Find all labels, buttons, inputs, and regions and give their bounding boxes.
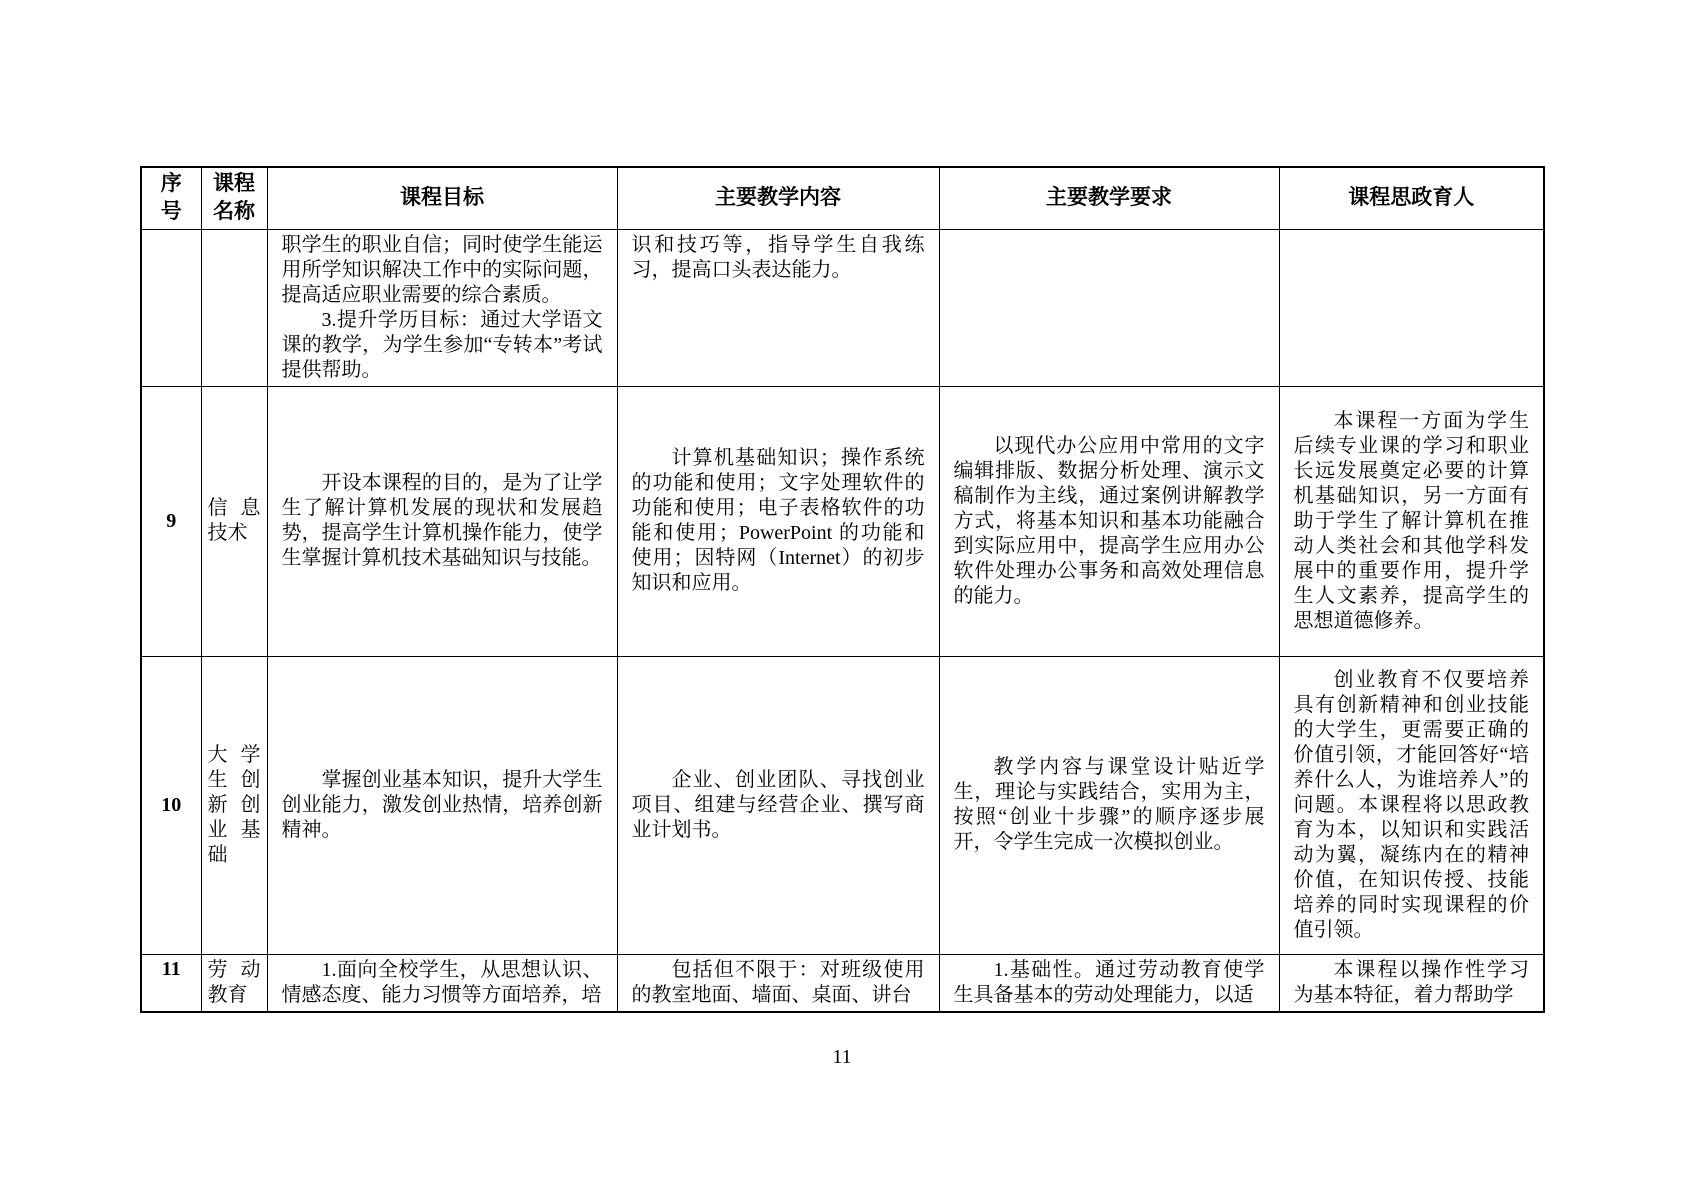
goal-paragraph: 掌握创业基本知识，提升大学生创业能力，激发创业热情，培养创新精神。 [281,768,603,841]
content-clip [632,958,925,1008]
requirement-paragraph: 以现代办公应用中常用的文字编辑排版、数据分析处理、演示文稿制作为主线，通过案例讲解教学方式，将基本知识和基本功能融合到实际应用中，提高学生应用办公软件处理办公事务和高效处理信息的能力。 [953,434,1265,607]
requirement-paragraph: 教学内容与课堂设计贴近学生，理论与实践结合，实用为主，按照“创业十步骤”的顺序逐步展开，令学生完成一次模拟创业。 [953,756,1265,853]
table-row-11 [141,954,1544,1012]
content-paragraph: 识和技巧等，指导学生自我练习，提高口头表达能力。 [631,233,925,281]
header-course-name [201,167,267,229]
cell-course-goal [267,954,617,1012]
course-table [140,166,1545,1013]
cell-seq [141,229,201,386]
ideology-clip [1294,958,1530,1008]
cell-teaching-requirement [939,229,1279,386]
table-header-row [141,167,1544,229]
content-paragraph: 企业、创业团队、寻找创业项目、组建与经营企业、撰写商业计划书。 [631,768,925,841]
cell-teaching-requirement [939,656,1279,954]
ideology-paragraph: 本课程以操作性学习为基本特征，着力帮助学 [1293,958,1529,1006]
header-seq-label: 序号 [160,172,182,224]
header-course-goal: 课程目标 [267,167,617,229]
cell-teaching-requirement [939,386,1279,656]
cell-ideology [1279,229,1544,386]
cell-teaching-content [617,954,939,1012]
cell-teaching-content [617,229,939,386]
requirement-paragraph: 1.基础性。通过劳动教育使学生具备基本的劳动处理能力，以适 [953,958,1265,1006]
cell-seq: 11 [141,954,201,1012]
content-paragraph: 包括但不限于：对班级使用的教室地面、墙面、桌面、讲台 [631,958,925,1006]
table-row-9 [141,386,1544,656]
goal-paragraph: 3.提升学历目标：通过大学语文课的教学，为学生参加“专转本”考试提供帮助。 [281,308,603,381]
goal-paragraph: 职学生的职业自信；同时使学生能运用所学知识解决工作中的实际问题，提高适应职业需要的综合素质。 [281,233,603,306]
goal-paragraph: 开设本课程的目的，是为了让学生了解计算机发展的现状和发展趋势，提高学生计算机操作能力，使学生掌握计算机技术基础知识与技能。 [281,472,603,569]
cell-seq: 9 [141,386,201,656]
cell-teaching-requirement [939,954,1279,1012]
cell-course-goal [267,229,617,386]
cell-seq: 10 [141,656,201,954]
header-teaching-requirement: 主要教学要求 [939,167,1279,229]
goal-paragraph: 1.面向全校学生，从思想认识、情感态度、能力习惯等方面培养，培 [281,958,603,1006]
cell-ideology [1279,386,1544,656]
ideology-paragraph: 创业教育不仅要培养具有创新精神和创业技能的大学生，更需要正确的价值引领，才能回答好“培养什么人，为谁培养人”的问题。本课程将以思政教育为本，以知识和实践活动为翼，凝练内在的精神价值，在知识传授、技能培养的同时实现课程的价值引领。 [1293,668,1529,941]
cell-course-name: 大学生创新创业基础 [201,656,267,954]
course-name-text: 劳动教育 [207,958,261,1006]
cell-ideology [1279,954,1544,1012]
cell-teaching-content [617,656,939,954]
ideology-paragraph: 本课程一方面为学生后续专业课的学习和职业长远发展奠定必要的计算机基础知识，另一方面有助于学生了解计算机在推动人类社会和其他学科发展中的重要作用，提升学生人文素养，提高学生的思想道德修养。 [1293,409,1529,632]
header-teaching-content: 主要教学内容 [617,167,939,229]
cell-course-goal [267,386,617,656]
requirement-clip [954,958,1265,1008]
cell-course-name [201,229,267,386]
header-course-name-label: 课程名称 [213,172,255,224]
goal-clip [282,958,603,1008]
cell-course-goal [267,656,617,954]
page-number: 11 [832,1046,852,1068]
cell-course-name: 信息技术 [201,386,267,656]
header-ideology: 课程思政育人 [1279,167,1544,229]
cell-teaching-content [617,386,939,656]
header-seq [141,167,201,229]
cell-ideology [1279,656,1544,954]
content-paragraph: 计算机基础知识；操作系统的功能和使用；文字处理软件的功能和使用；电子表格软件的功能和使用；PowerPoint 的功能和使用；因特网（Internet）的初步知识和应用。 [631,447,925,594]
cell-course-name [201,954,267,1012]
table-row-10 [141,656,1544,954]
table-row-continued [141,229,1544,386]
